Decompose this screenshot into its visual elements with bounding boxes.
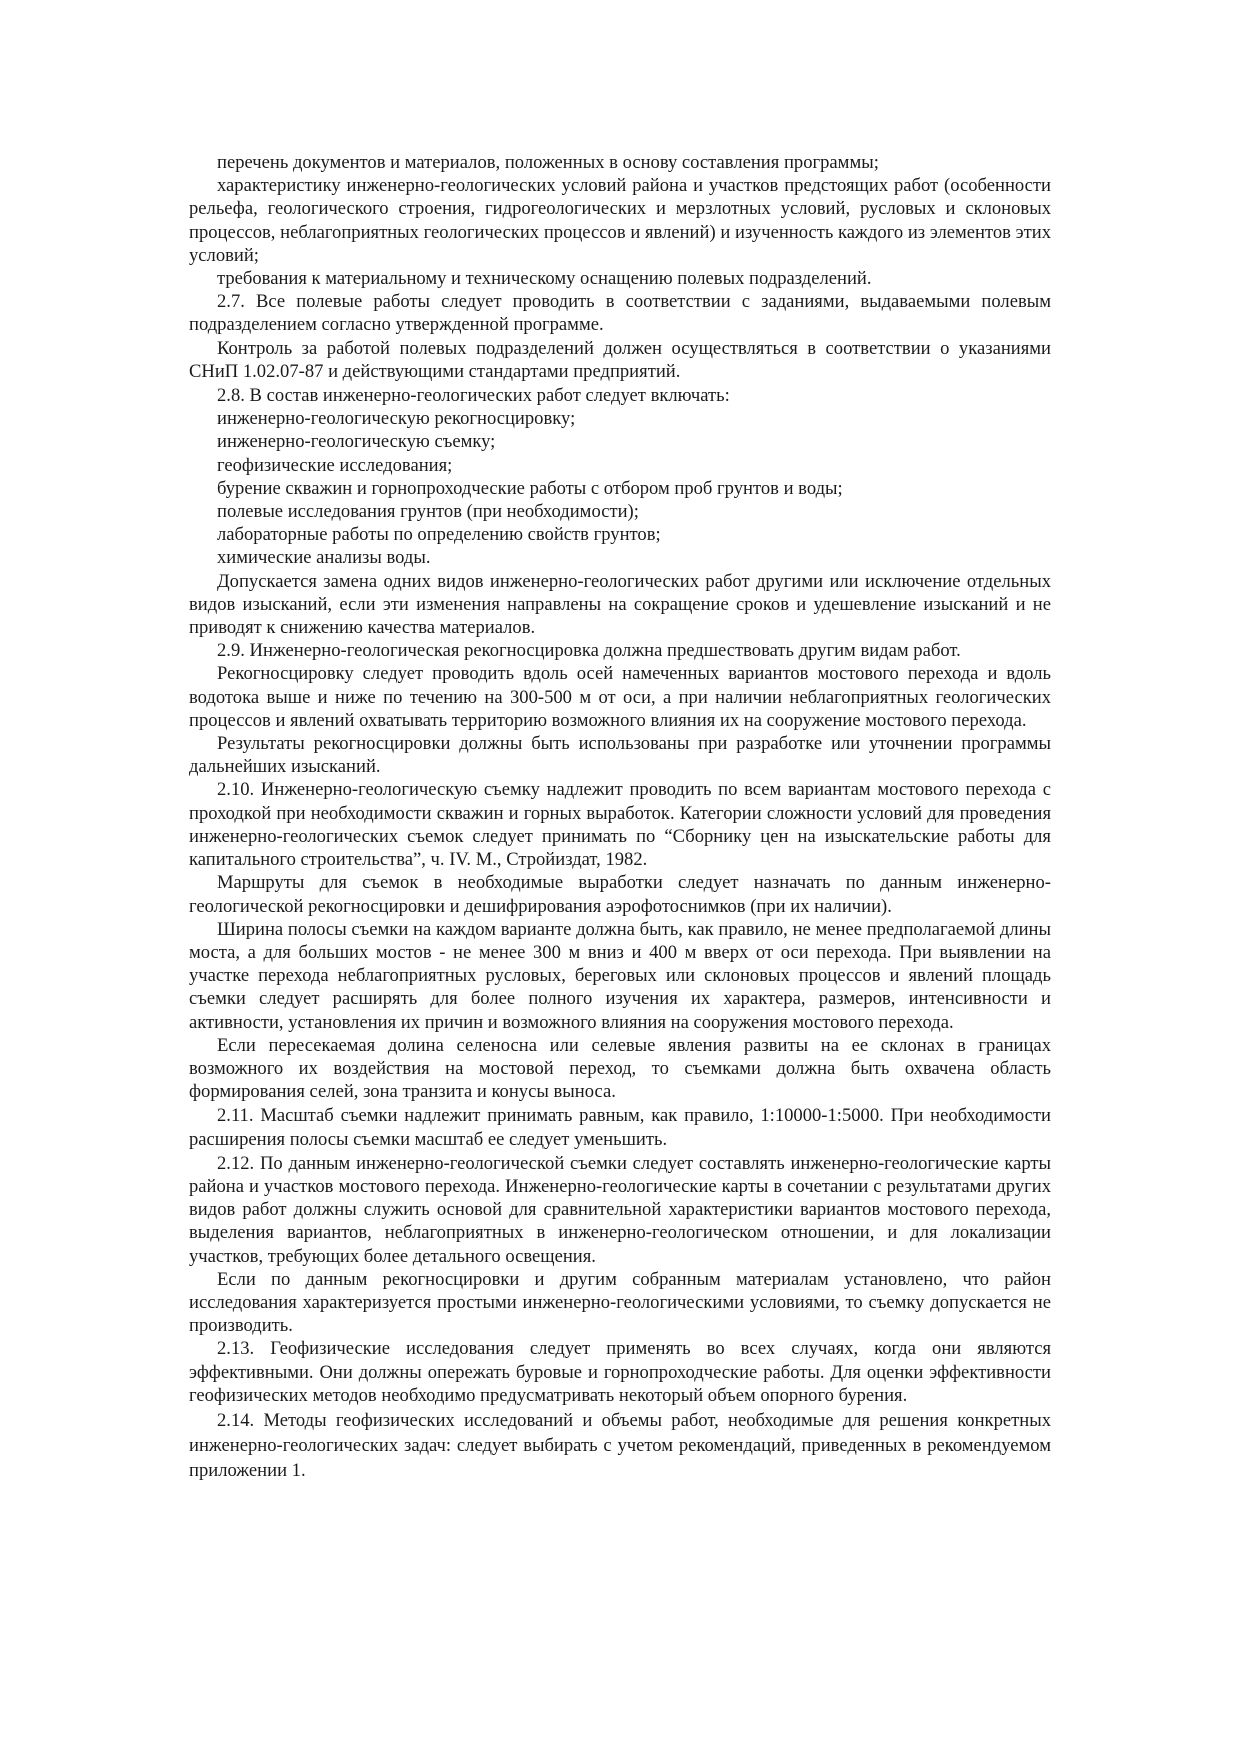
list-item-drilling: бурение скважин и горнопроходческие работы с отбором проб грунтов и воды;: [217, 477, 843, 499]
list-item-reconnaissance: инженерно-геологическую рекогносцировку;: [217, 408, 576, 430]
paragraph-mudflow: Если пересекаемая долина селеносна или селевые явления развиты на ее склонах в границах возможного их воздействия на мостовой переход, то съемками должна быть охвачена область формирования селей, зона транзита и конусы выноса.: [189, 1034, 1051, 1103]
list-item-geophysics: геофизические исследования;: [217, 454, 453, 476]
paragraph-clause-2-13: 2.13. Геофизические исследования следует применять во всех случаях, когда они являются эффективными. Они должны опережать буровые и горнопроходческие работы. Для оценки эффективности геофизических методов необходимо предусматривать некоторый объем опорного бурения.: [189, 1338, 1051, 1406]
paragraph-survey-not-required: Если по данным рекогносцировки и другим собранным материалам установлено, что район исследования характеризуется простыми инженерно-геологическими условиями, то съемку допускается не производить.: [189, 1268, 1051, 1337]
paragraph-clause-2-8: 2.8. В состав инженерно-геологических работ следует включать:: [217, 385, 730, 407]
document-body: [189, 151, 1051, 1483]
paragraph-clause-2-10: 2.10. Инженерно-геологическую съемку надлежит проводить по всем вариантам мостового перехода с проходкой при необходимости скважин и горных выработок. Категории сложности условий для проведения инженерно-геологических съемок следует принимать по “Сборнику цен на изыскательские работы для капитального строительства”, ч. IV. М., Стройиздат, 1982.: [189, 779, 1051, 871]
paragraph-equipment-requirements: требования к материальному и техническому оснащению полевых подразделений.: [217, 268, 872, 290]
paragraph-clause-2-7: 2.7. Все полевые работы следует проводить в соответствии с заданиями, выдаваемыми полевым подразделением согласно утвержденной программе.: [189, 291, 1051, 336]
paragraph-clause-2-9: 2.9. Инженерно-геологическая рекогносцировка должна предшествовать другим видам работ.: [217, 640, 961, 662]
paragraph-reconnaissance-results: Результаты рекогносцировки должны быть использованы при разработке или уточнении программы дальнейших изысканий.: [189, 733, 1051, 778]
paragraph-conditions-characteristic: характеристику инженерно-геологических условий района и участков предстоящих работ (особенности рельефа, геологического строения, гидрогеологических и мерзлотных условий, русловых и склоновых процессов, неблагоприятных геологических процессов и явлений) и изученность каждого из элементов этих условий;: [189, 175, 1051, 266]
paragraph-survey-width: Ширина полосы съемки на каждом варианте должна быть, как правило, не менее предполагаемой длины моста, а для больших мостов - не менее 300 м вниз и 400 м вверх от оси перехода. При выявлении на участке перехода неблагоприятных русловых, береговых или склоновых процессов и явлений площадь съемки следует расширять для более полного изучения их характера, размеров, интенсивности и активности, установления их причин и возможного влияния на сооружения мостового перехода.: [189, 918, 1051, 1033]
paragraph-control: Контроль за работой полевых подразделений должен осуществляться в соответствии о указаниями СНиП 1.02.07-87 и действующими стандартами предприятий.: [189, 337, 1051, 382]
paragraph-clause-2-11: 2.11. Масштаб съемки надлежит принимать равным, как правило, 1:10000-1:5000. При необходимости расширения полосы съемки масштаб ее следует уменьшить.: [189, 1105, 1051, 1150]
list-item-survey: инженерно-геологическую съемку;: [217, 431, 496, 453]
paragraph-reconnaissance-route: Рекогносцировку следует проводить вдоль осей намеченных вариантов мостового перехода и вдоль водотока выше и ниже по течению на 300-500 м от оси, а при наличии неблагоприятных геологических процессов и явлений охватывать территорию возможного влияния их на сооружение мостового перехода.: [189, 663, 1051, 731]
list-item-lab-work: лабораторные работы по определению свойств грунтов;: [217, 524, 661, 546]
paragraph-clause-2-12: 2.12. По данным инженерно-геологической съемки следует составлять инженерно-геологические карты района и участков мостового перехода. Инженерно-геологические карты в сочетании с результатами других видов работ должны служить основой для сравнительной характеристики вариантов мостового перехода, выделения вариантов, неблагоприятных в инженерно-геологическом отношении, и для локализации участков, требующих более детального освещения.: [189, 1152, 1051, 1267]
paragraph-clause-2-14: 2.14. Методы геофизических исследований и объемы работ, необходимые для решения конкретных инженерно-геологических задач: следует выбирать с учетом рекомендаций, приведенных в рекомендуемом приложении 1.: [189, 1409, 1051, 1481]
paragraph-survey-routes: Маршруты для съемок в необходимые выработки следует назначать по данным инженерно-геологической рекогносцировки и дешифрирования аэрофотоснимков (при их наличии).: [189, 872, 1051, 917]
paragraph-documents-list: перечень документов и материалов, положенных в основу составления программы;: [217, 152, 879, 173]
paragraph-replacement-allowed: Допускается замена одних видов инженерно-геологических работ другими или исключение отдельных видов изысканий, если эти изменения направлены на сокращение сроков и удешевление изысканий и не приводят к снижению качества материалов.: [189, 570, 1051, 639]
list-item-field-tests: полевые исследования грунтов (при необходимости);: [217, 501, 639, 523]
list-item-water-analysis: химические анализы воды.: [217, 547, 431, 569]
